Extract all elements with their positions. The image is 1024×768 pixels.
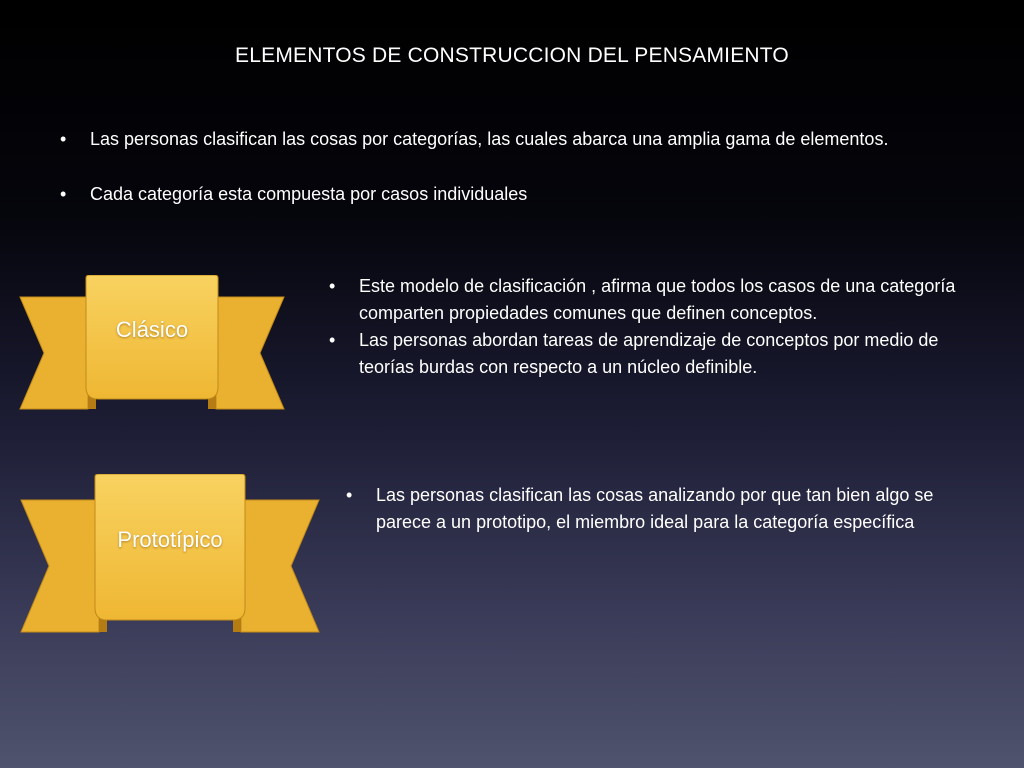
ribbon-shape [18, 275, 286, 411]
prototipico-bullet: • Las personas clasifican las cosas analizando por que tan bien algo se parece a un prototipo, el miembro ideal para la categoría específica [346, 482, 986, 536]
ribbon-shape [19, 474, 321, 634]
clasico-label: Clásico [115, 317, 189, 342]
clasico-bullet: • Este modelo de clasificación , afirma que todos los casos de una categoría comparten propiedades comunes que definen conceptos. [329, 273, 979, 327]
clasico-bullet-list [329, 273, 979, 381]
clasico-ribbon-banner [18, 275, 286, 411]
intro-bullet: • Las personas clasifican las cosas por categorías, las cuales abarca una amplia gama de elementos. [60, 126, 940, 153]
intro-bullet-list [60, 126, 940, 208]
prototipico-label: Prototípico [117, 527, 223, 552]
prototipico-ribbon-banner [19, 474, 321, 634]
intro-bullet: • Cada categoría esta compuesta por casos individuales [60, 181, 940, 208]
slide-title: ELEMENTOS DE CONSTRUCCION DEL PENSAMIENTO [235, 44, 789, 67]
clasico-bullet: • Las personas abordan tareas de aprendizaje de conceptos por medio de teorías burdas con respecto a un núcleo definible. [329, 327, 979, 381]
prototipico-bullet-list [346, 482, 986, 536]
